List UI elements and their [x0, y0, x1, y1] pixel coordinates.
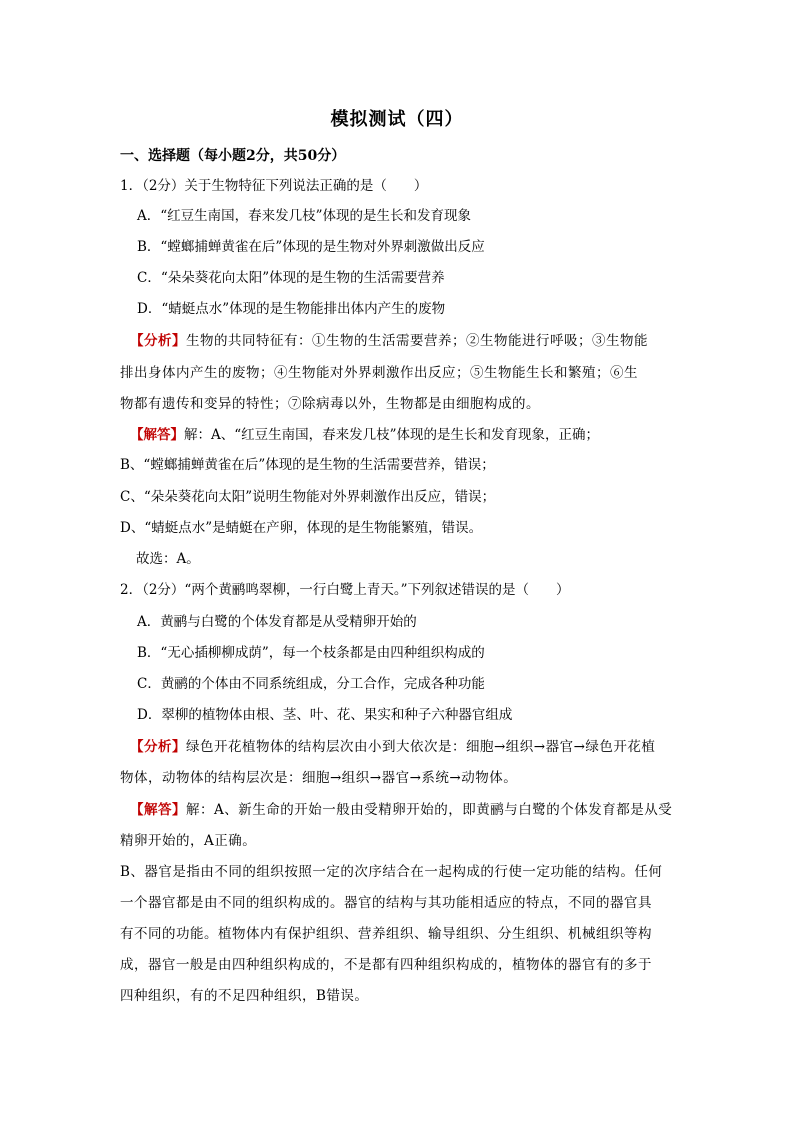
question-1-answer-line: C、“朵朵葵花向太阳”说明生物能对外界刺激作出反应，错误；	[120, 489, 496, 505]
question-1-option-d: D．“蜻蜓点水”体现的是生物能排出体内产生的废物	[137, 301, 446, 317]
question-1-option-a: A．“红豆生南国，春来发几枝”体现的是生长和发育现象	[137, 208, 472, 224]
question-1-answer-line: B、“螳螂捕蝉黄雀在后”体现的是生物的生活需要营养，错误；	[120, 457, 495, 473]
question-2-option-b: B．“无心插柳柳成荫”，每一个枝条都是由四种组织构成的	[137, 645, 485, 661]
question-2-option-c: C．黄鹂的个体由不同系统组成，分工合作，完成各种功能	[137, 676, 485, 692]
question-2-analysis-line: 【分析】绿色开花植物体的结构层次由小到大依次是：细胞→组织→器官→绿色开花植	[130, 739, 656, 755]
page-title: 模拟测试（四）	[330, 109, 464, 130]
analysis-tag: 【分析】	[130, 739, 186, 755]
answer-tag: 【解答】	[130, 427, 184, 443]
question-2-answer-line: 一个器官都是由不同的组织构成的。器官的结构与其功能相适应的特点，不同的器官具	[120, 895, 652, 911]
question-1-option-b: B．“螳螂捕蝉黄雀在后”体现的是生物对外界刺激做出反应	[137, 239, 485, 255]
answer-tag: 【解答】	[130, 802, 186, 818]
question-2-answer-line: 四种组织，有的不足四种组织，B错误。	[120, 988, 369, 1004]
analysis-tag: 【分析】	[130, 333, 186, 349]
question-2-analysis-line: 物体，动物体的结构层次是：细胞→组织→器官→系统→动物体。	[120, 770, 518, 786]
question-1-stem: 1．（2分）关于生物特征下列说法正确的是（ ）	[120, 178, 428, 194]
section-heading: 一、选择题（每小题2分，共50分）	[120, 148, 346, 164]
question-2-answer-line: 成，器官一般是由四种组织构成的，不是都有四种组织构成的，植物体的器官有的多于	[120, 957, 652, 973]
question-1-answer-choice: 故选：A。	[136, 551, 200, 567]
question-2-answer-line: 有不同的功能。植物体内有保护组织、营养组织、输导组织、分生组织、机械组织等构	[120, 926, 652, 942]
question-1-answer-line: 【解答】解：A、“红豆生南国，春来发几枝”体现的是生长和发育现象，正确；	[130, 427, 600, 443]
question-2-answer-line: 【解答】解：A、新生命的开始一般由受精卵开始的，即黄鹂与白鹭的个体发育都是从受	[130, 802, 673, 818]
question-1-analysis-line: 物都有遗传和变异的特性；⑦除病毒以外，生物都是由细胞构成的。	[120, 396, 540, 412]
question-1-answer-line: D、“蜻蜓点水”是蜻蜓在产卵，体现的是生物能繁殖，错误。	[120, 520, 483, 536]
question-2-answer-line: B、器官是指由不同的组织按照一定的次序结合在一起构成的行使一定功能的结构。任何	[120, 864, 663, 880]
question-2-answer-line: 精卵开始的，A正确。	[120, 833, 257, 849]
question-1-analysis-line: 【分析】生物的共同特征有：①生物的生活需要营养；②生物能进行呼吸；③生物能	[130, 333, 648, 349]
question-1-option-c: C．“朵朵葵花向太阳”体现的是生物的生活需要营养	[137, 270, 445, 286]
question-1-analysis-line: 排出身体内产生的废物；④生物能对外界刺激作出反应；⑤生物能生长和繁殖；⑥生	[120, 365, 638, 381]
question-2-option-d: D．翠柳的植物体由根、茎、叶、花、果实和种子六种器官组成	[137, 707, 513, 723]
question-2-stem: 2．（2分）“两个黄鹂鸣翠柳，一行白鹭上青天。”下列叙述错误的是（ ）	[120, 582, 570, 598]
question-2-option-a: A．黄鹂与白鹭的个体发育都是从受精卵开始的	[137, 614, 417, 630]
